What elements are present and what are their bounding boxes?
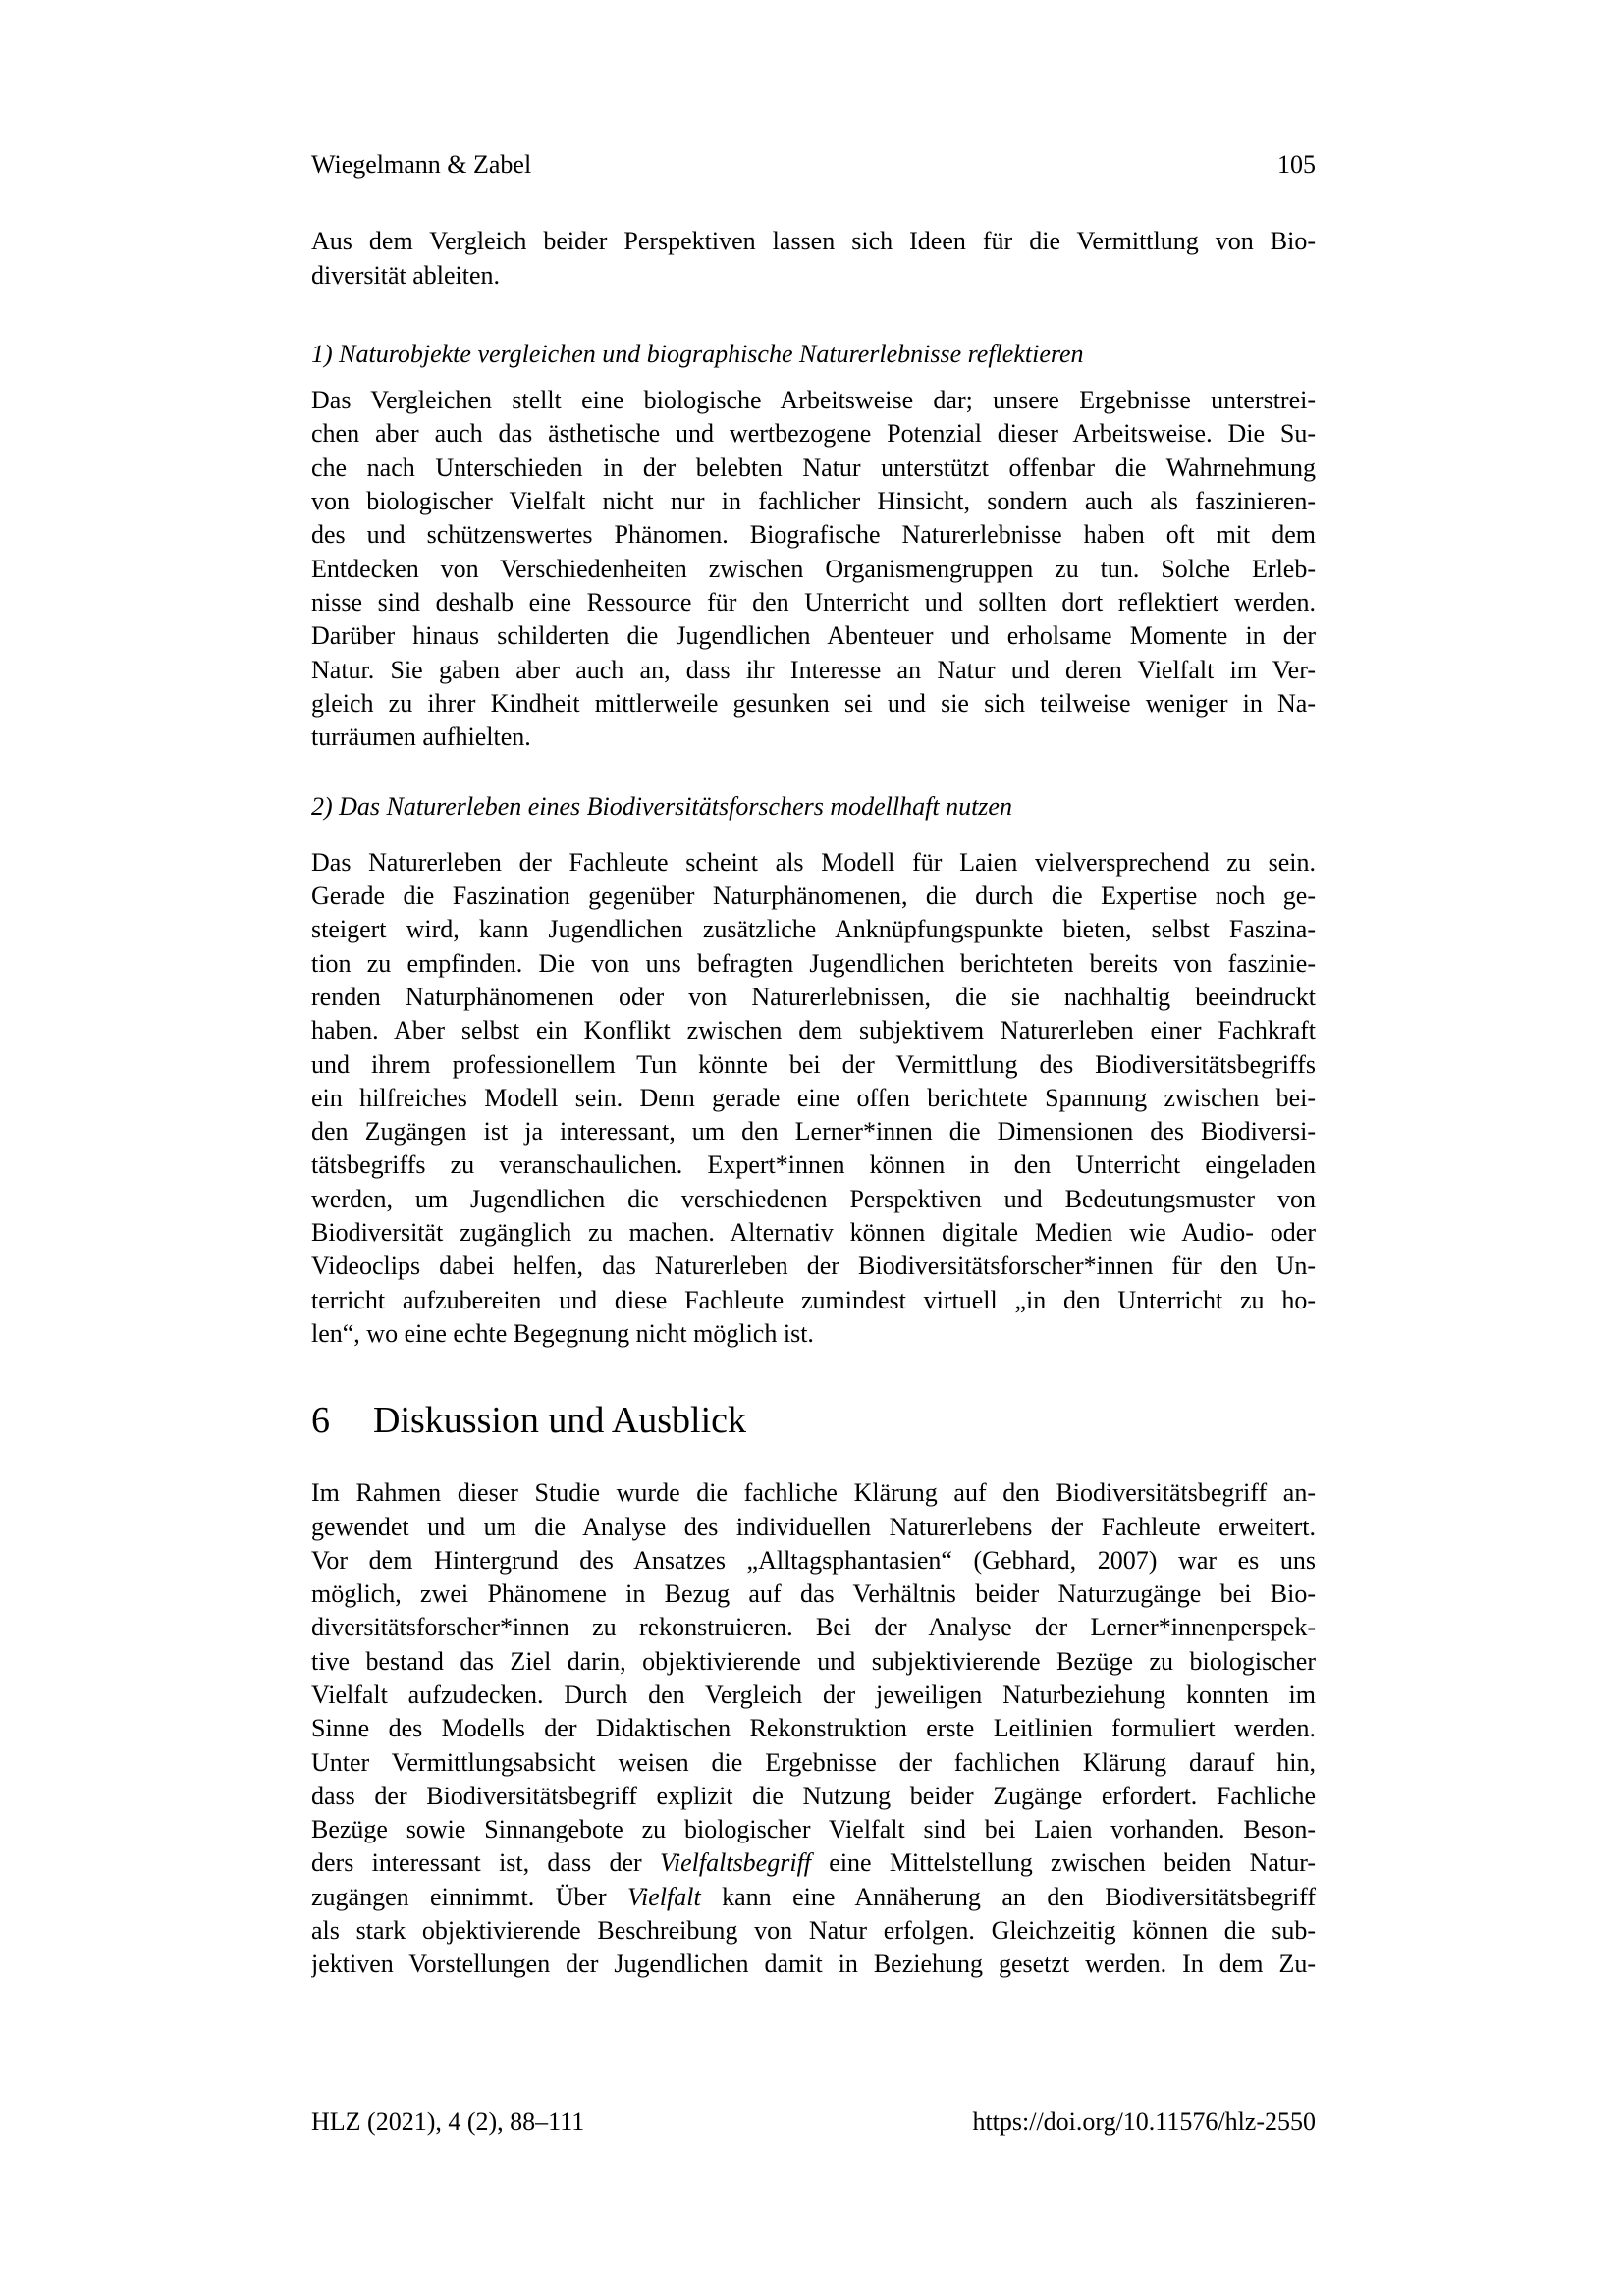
text-line: als stark objektivierende Beschreibung von Natur erfolgen. Gleichzeitig können die sub- [311, 1916, 1316, 1946]
text-line: chen aber auch das ästhetische und wertbezogene Potenzial dieser Arbeitsweise. Die Su- [311, 419, 1316, 449]
text-line: tion zu empfinden. Die von uns befragten Jugendlichen berichteten bereits von faszinie- [311, 948, 1316, 978]
paragraph-intro [311, 225, 1316, 293]
text-line: Aus dem Vergleich beider Perspektiven lassen sich Ideen für die Vermittlung von Bio- [311, 227, 1316, 256]
section-title: Diskussion und Ausblick [373, 1400, 747, 1442]
text-line: Im Rahmen dieser Studie wurde die fachliche Klärung auf den Biodiversitätsbegriff an- [311, 1478, 1316, 1508]
text-segment: ders interessant ist, dass der [311, 1848, 660, 1878]
text-segment: kann eine Annäherung an den Biodiversitätsbegriff [700, 1882, 1316, 1911]
text-line: dass der Biodiversitätsbegriff explizit die Nutzung beider Zugänge erfordert. Fachliche [311, 1781, 1316, 1810]
text-line: den Zugängen ist ja interessant, um den Lerner*innen die Dimensionen des Biodiversi- [311, 1117, 1316, 1147]
text-line: des und schützenswertes Phänomen. Biografische Naturerlebnisse haben oft mit dem [311, 520, 1316, 550]
text-line: haben. Aber selbst ein Konflikt zwischen dem subjektivem Naturerleben einer Fachkraft [311, 1016, 1316, 1045]
page-number: 105 [1277, 150, 1316, 179]
text-line: tive bestand das Ziel darin, objektivierende und subjektivierende Bezüge zu biologischer [311, 1646, 1316, 1676]
text-line [311, 1881, 1316, 1914]
text-column [311, 148, 1316, 1982]
italic-term: Vielfalt [627, 1882, 701, 1911]
text-line: gleich zu ihrer Kindheit mittlerweile gesunken sei und sie sich teilweise weniger in Na- [311, 688, 1316, 718]
text-line: len“, wo eine echte Begegnung nicht möglich ist. [311, 1318, 814, 1348]
text-line: Darüber hinaus schilderten die Jugendlichen Abenteuer und erholsame Momente in der [311, 621, 1316, 651]
section-heading-discussion [311, 1397, 1316, 1444]
text-line: Sinne des Modells der Didaktischen Rekonstruktion erste Leitlinien formuliert werden. [311, 1714, 1316, 1743]
text-line: renden Naturphänomenen oder von Naturerlebnissen, die sie nachhaltig beeindruckt [311, 982, 1316, 1011]
text-line: steigert wird, kann Jugendlichen zusätzliche Anknüpfungspunkte bieten, selbst Faszina- [311, 915, 1316, 944]
text-line: und ihrem professionellem Tun könnte bei der Vermittlung des Biodiversitätsbegriffs [311, 1049, 1316, 1079]
text-line [311, 1846, 1316, 1880]
text-line: möglich, zwei Phänomene in Bezug auf das Verhältnis beider Naturzugänge bei Bio- [311, 1579, 1316, 1609]
text-line: Das Naturerleben der Fachleute scheint als Modell für Laien vielversprechend zu sein. [311, 847, 1316, 877]
text-line: Das Vergleichen stellt eine biologische Arbeitsweise dar; unsere Ergebnisse unterstrei- [311, 386, 1316, 415]
text-line: Biodiversität zugänglich zu machen. Alternativ können digitale Medien wie Audio- oder [311, 1218, 1316, 1248]
page-footer [311, 2106, 1316, 2139]
text-line: ein hilfreiches Modell sein. Denn gerade eine offen berichtete Spannung zwischen bei- [311, 1083, 1316, 1112]
page-header [311, 148, 1316, 182]
section-number: 6 [311, 1400, 330, 1442]
text-line: diversität ableiten. [311, 260, 501, 290]
text-line: Natur. Sie gaben aber auch an, dass ihr Interesse an Natur und deren Vielfalt im Ver- [311, 655, 1316, 684]
text-line: von biologischer Vielfalt nicht nur in fachlicher Hinsicht, sondern auch als faszinieren- [311, 487, 1316, 516]
text-line: jektiven Vorstellungen der Jugendlichen damit in Beziehung gesetzt werden. In dem Zu- [311, 1949, 1316, 1979]
text-segment: zugängen einnimmt. Über [311, 1882, 628, 1911]
text-line: Entdecken von Verschiedenheiten zwischen Organismengruppen zu tun. Solche Erleb- [311, 554, 1316, 583]
text-segment: eine Mittelstellung zwischen beiden Natur- [811, 1848, 1316, 1878]
text-line: gewendet und um die Analyse des individuellen Naturerlebens der Fachleute erweitert. [311, 1512, 1316, 1541]
journal-citation: HLZ (2021), 4 (2), 88–111 [311, 2108, 585, 2136]
text-line: nisse sind deshalb eine Ressource für den Unterricht und sollten dort reflektiert werden. [311, 587, 1316, 616]
subsection-heading-1: 1) Naturobjekte vergleichen und biographische Naturerlebnisse reflektieren [311, 339, 1084, 368]
text-line: Videoclips dabei helfen, das Naturerleben der Biodiversitätsforscher*innen für den Un- [311, 1252, 1316, 1281]
text-line: werden, um Jugendlichen die verschiedenen Perspektiven und Bedeutungsmuster von [311, 1184, 1316, 1213]
text-line: Gerade die Faszination gegenüber Naturphänomenen, die durch die Expertise noch ge- [311, 881, 1316, 911]
text-line: Vielfalt aufzudecken. Durch den Vergleich der jeweiligen Naturbeziehung konnten im [311, 1680, 1316, 1709]
paragraph-comparing-nature-objects [311, 384, 1316, 754]
text-line: Vor dem Hintergrund des Ansatzes „Alltagsphantasien“ (Gebhard, 2007) war es uns [311, 1545, 1316, 1575]
paragraph-discussion [311, 1476, 1316, 1981]
text-line: Bezüge sowie Sinnangebote zu biologischer Vielfalt sind bei Laien vorhanden. Beson- [311, 1815, 1316, 1844]
subsection-heading-2: 2) Das Naturerleben eines Biodiversitätsforschers modellhaft nutzen [311, 792, 1012, 822]
running-head-authors: Wiegelmann & Zabel [311, 150, 532, 179]
text-line: che nach Unterschieden in der belebten Natur unterstützt offenbar die Wahrnehmung [311, 453, 1316, 482]
text-line: tätsbegriffs zu veranschaulichen. Expert*innen können in den Unterricht eingeladen [311, 1150, 1316, 1180]
paragraph-researcher-model [311, 846, 1316, 1351]
text-line: turräumen aufhielten. [311, 722, 531, 752]
doi-link[interactable]: https://doi.org/10.11576/hlz-2550 [972, 2108, 1316, 2136]
text-line: diversitätsforscher*innen zu rekonstruieren. Bei der Analyse der Lerner*innenperspek- [311, 1613, 1316, 1642]
text-line: Unter Vermittlungsabsicht weisen die Ergebnisse der fachlichen Klärung darauf hin, [311, 1747, 1316, 1777]
text-line: terricht aufzubereiten und diese Fachleute zumindest virtuell „in den Unterricht zu ho- [311, 1285, 1316, 1314]
italic-term: Vielfaltsbegriff [659, 1848, 812, 1878]
